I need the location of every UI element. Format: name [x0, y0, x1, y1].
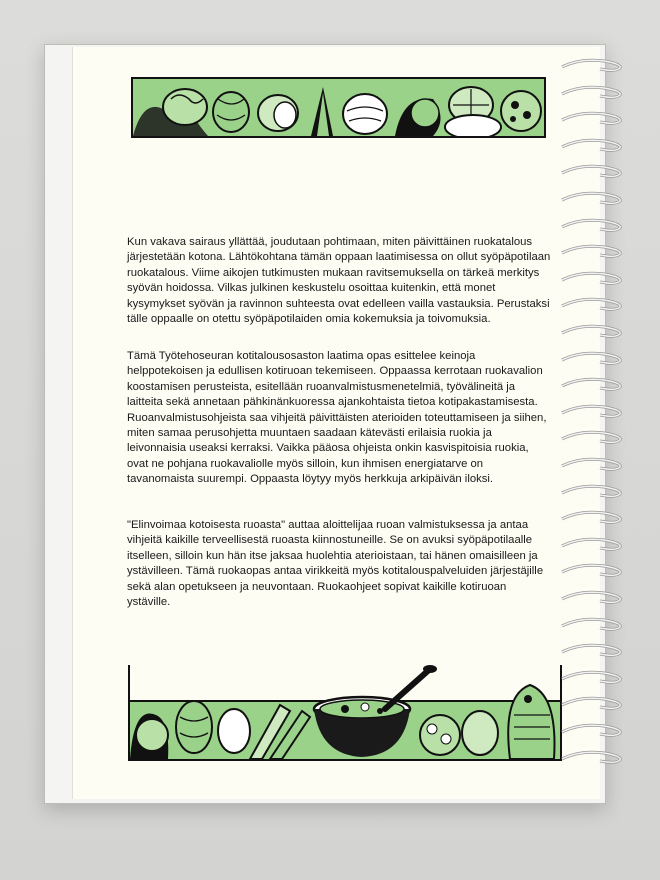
spiral-coil	[560, 271, 626, 285]
spiral-coil	[560, 244, 626, 258]
spiral-coil	[560, 563, 626, 577]
spiral-coil	[560, 643, 626, 657]
spiral-coil	[560, 404, 626, 418]
book-page	[72, 47, 600, 799]
spiral-coil	[560, 670, 626, 684]
spiral-coil	[560, 484, 626, 498]
spiral-coil	[560, 590, 626, 604]
spiral-coil	[560, 457, 626, 471]
spiral-coil	[560, 617, 626, 631]
spiral-coil	[560, 297, 626, 311]
spiral-coil	[560, 164, 626, 178]
spiral-coil	[560, 324, 626, 338]
audience-paragraph	[127, 518, 551, 610]
spiral-coil	[560, 111, 626, 125]
spiral-coil	[560, 377, 626, 391]
guide-description-paragraph	[127, 349, 551, 488]
spiral-coil	[560, 191, 626, 205]
paragraph-3: "Elinvoimaa kotoisesta ruoasta" auttaa aloittelijaa ruoan valmistuksessa ja antaa vihjeitä kaikille terveellisestä ruoasta kiinnostuneille. Se on avuksi syöpäpotilaalle itselleen, silloin kun hän itse jaksaa huolehtia aterioistaan, tai hänen omaisilleen ja ystävilleen. Tämä ruokaopas antaa virikkeitä myös kotitalouspalveluiden järjestäjille sekä alan opetukseen ja neuvontaan. Ruokaohjeet sopivat kaikille kotiruoan ystäville.	[127, 519, 544, 609]
spiral-coil	[560, 351, 626, 365]
spiral-binding-icon	[560, 58, 630, 798]
spiral-coil	[560, 218, 626, 232]
cooking-pot-vegetables-fish-illustration-icon	[128, 665, 562, 761]
vegetables-illustration-icon	[131, 77, 546, 138]
spiral-coil	[560, 537, 626, 551]
paragraph-2: Tämä Työtehoseuran kotitalousosaston laatima opas esittelee keinoja helppotekoisen ja edullisen kotiruoan tekemiseen. Oppaassa kerrotaan ruokavalion koostamisen perusteista, esitellään ruoanvalmistusmenetelmiä, työvälineitä ja laitteita sekä annetaan pähkinänkuoressa ajankohtaista tietoa kotipakastamisesta. Ruoanvalmistusohjeista saa vihjeitä päivittäisten aterioiden toteuttamiseen ja siihen, miten samaa perusohjetta muuntaen saadaan kätevästi erilaisia ruokia ja leivonnaisia useaksi kerraksi. Vaikka pääosa ohjeista onkin kasvispitoisia ruokia, ovat ne pohjana ruokavaliolle myös silloin, kun ihmisen energiatarve on tavanomaista suurempi. Oppaasta löytyy myös herkkuja arkipäivän iloksi.	[127, 350, 547, 486]
spiral-coil	[560, 510, 626, 524]
spiral-coil	[560, 696, 626, 710]
spiral-coil	[560, 723, 626, 737]
spiral-coil	[560, 58, 626, 72]
spiral-coil	[560, 430, 626, 444]
spiral-coil	[560, 138, 626, 152]
spiral-coil	[560, 85, 626, 99]
intro-paragraph	[127, 235, 551, 327]
spiral-coil	[560, 750, 626, 764]
paragraph-1: Kun vakava sairaus yllättää, joudutaan pohtimaan, miten päivittäinen ruokatalous järjestetään kotona. Lähtökohtana tämän oppaan laatimisessa on ollut syöpäpotilaan ruokatalous. Viime aikojen tutkimusten mukaan ravitsemuksella on tärkeä merkitys syövän hoidossa. Vilkas julkinen keskustelu osoittaa kuitenkin, että monet kysymykset syövän ja ravinnon suhteesta ovat edelleen vailla vastauksia. Perustaksi tälle oppaalle on otettu syöpäpotilaiden omia kokemuksia ja toivomuksia.	[127, 236, 551, 326]
